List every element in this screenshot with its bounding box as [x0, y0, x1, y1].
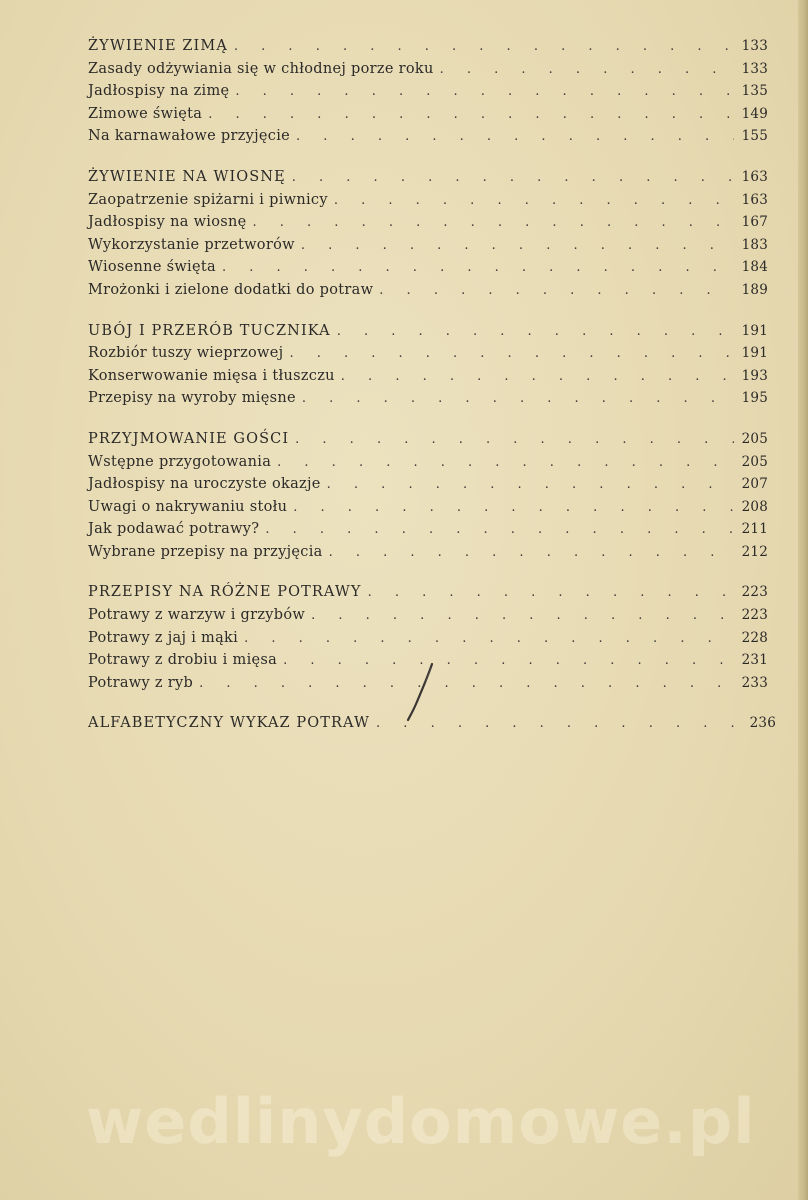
toc-entry-title: Rozbiór tuszy wieprzowej: [88, 345, 284, 362]
toc-page-number: 163: [741, 168, 768, 185]
dot-leader: [368, 585, 734, 600]
dot-leader: [208, 107, 734, 122]
toc-page-number: 212: [741, 543, 768, 560]
toc-entry: [88, 630, 768, 653]
watermark-text: wedlinydomowe.pl: [86, 1085, 756, 1158]
toc-page-number: 211: [741, 521, 768, 538]
toc-entry-title: Jadłospisy na uroczyste okazje: [88, 476, 321, 493]
toc-entry: [88, 607, 768, 630]
toc-section-guests: [88, 431, 768, 567]
toc-page-number: 191: [741, 345, 768, 362]
dot-leader: [341, 369, 734, 384]
page-edge-shadow: [798, 0, 808, 1200]
dot-leader: [327, 477, 734, 492]
dot-leader: [199, 676, 734, 691]
toc-page-number: 208: [741, 498, 768, 515]
toc-page-number: 228: [741, 629, 768, 646]
toc-entry-title: Mrożonki i zielone dodatki do potraw: [88, 281, 374, 298]
dot-leader: [293, 500, 734, 515]
dot-leader: [379, 283, 734, 298]
toc-entry-title: Zimowe święta: [88, 105, 203, 122]
table-of-contents: [88, 38, 776, 738]
toc-page-number: 223: [741, 584, 768, 601]
dot-leader: [292, 170, 734, 185]
dot-leader: [295, 432, 734, 447]
toc-page-number: 193: [741, 367, 768, 384]
toc-entry: [88, 106, 768, 129]
toc-page-number: 205: [741, 453, 768, 470]
toc-entry: [88, 454, 768, 477]
toc-entry-title: Przepisy na wyroby mięsne: [88, 390, 296, 407]
toc-page-number: 233: [741, 674, 768, 691]
toc-page-number: 133: [741, 60, 768, 77]
toc-page-number: 163: [741, 191, 768, 208]
toc-heading-title: PRZYJMOWANIE GOŚCI: [88, 430, 290, 447]
toc-entry-title: Potrawy z warzyw i grzybów: [88, 607, 306, 624]
dot-leader: [337, 324, 734, 339]
dot-leader: [329, 545, 734, 560]
dot-leader: [235, 84, 734, 99]
toc-heading: [88, 323, 768, 346]
toc-page-number: 155: [741, 128, 768, 145]
dot-leader: [301, 238, 734, 253]
toc-entry: [88, 390, 768, 413]
dot-leader: [289, 346, 734, 361]
toc-heading-title: ŻYWIENIE ZIMĄ: [88, 38, 228, 54]
toc-section-pork: [88, 323, 768, 413]
toc-heading: [88, 169, 768, 192]
toc-entry: [88, 83, 768, 106]
dot-leader: [277, 455, 734, 470]
toc-entry-title: Wstępne przygotowania: [88, 453, 272, 470]
toc-entry: [88, 237, 768, 260]
toc-page-number: 236: [749, 715, 776, 732]
dot-leader: [222, 260, 734, 275]
dot-leader: [440, 62, 734, 77]
toc-page-number: 189: [741, 281, 768, 298]
toc-page-number: 205: [741, 430, 768, 447]
toc-entry: [88, 499, 768, 522]
dot-leader: [253, 215, 734, 230]
toc-heading: [88, 584, 768, 607]
dot-leader: [334, 193, 734, 208]
toc-heading-title: ŻYWIENIE NA WIOSNĘ: [88, 168, 286, 185]
toc-entry: [88, 368, 768, 391]
dot-leader: [296, 129, 734, 144]
toc-page-number: 135: [741, 83, 768, 100]
toc-entry: [88, 128, 768, 151]
toc-entry-title: Konserwowanie mięsa i tłuszczu: [88, 367, 335, 384]
dot-leader: [265, 522, 734, 537]
toc-entry: [88, 61, 768, 84]
toc-page-number: 183: [741, 236, 768, 253]
toc-entry-title: Jadłospisy na wiosnę: [88, 214, 247, 231]
toc-page-number: 133: [741, 38, 768, 54]
dot-leader: [283, 653, 734, 668]
toc-page-number: 191: [741, 322, 768, 339]
toc-page-number: 207: [741, 476, 768, 493]
toc-entry: [88, 345, 768, 368]
toc-entry-title: Potrawy z ryb: [88, 674, 194, 691]
dot-leader: [234, 39, 734, 54]
pencil-mark: [402, 658, 442, 728]
toc-page-number: 195: [741, 390, 768, 407]
toc-page-number: 231: [741, 652, 768, 669]
toc-entry: [88, 259, 768, 282]
toc-entry-title: Na karnawałowe przyjęcie: [88, 128, 291, 145]
toc-entry-title: Zaopatrzenie spiżarni i piwnicy: [88, 191, 328, 208]
toc-heading: [88, 38, 768, 61]
toc-entry-title: Wybrane przepisy na przyjęcia: [88, 543, 323, 560]
toc-heading-title: ALFABETYCZNY WYKAZ POTRAW: [88, 715, 371, 732]
toc-entry: [88, 521, 768, 544]
toc-section-winter: [88, 38, 768, 151]
toc-page-number: 149: [741, 105, 768, 122]
toc-entry: [88, 192, 768, 215]
toc-heading-title: UBÓJ I PRZERÓB TUCZNIKA: [88, 322, 331, 339]
toc-entry-title: Potrawy z jaj i mąki: [88, 629, 239, 646]
toc-heading-title: PRZEPISY NA RÓŻNE POTRAWY: [88, 584, 362, 601]
toc-entry: [88, 476, 768, 499]
toc-entry: [88, 544, 768, 567]
toc-entry: [88, 214, 768, 237]
toc-page-number: 184: [741, 259, 768, 276]
toc-entry-title: Potrawy z drobiu i mięsa: [88, 652, 278, 669]
toc-entry-title: Uwagi o nakrywaniu stołu: [88, 498, 288, 515]
toc-page-number: 223: [741, 607, 768, 624]
toc-entry-title: Jak podawać potrawy?: [88, 521, 260, 538]
toc-entry-title: Wiosenne święta: [88, 259, 216, 276]
toc-entry: [88, 282, 768, 305]
dot-leader: [311, 608, 734, 623]
toc-page-number: 167: [741, 214, 768, 231]
toc-heading: [88, 431, 768, 454]
dot-leader: [244, 631, 734, 646]
dot-leader: [302, 391, 734, 406]
toc-entry-title: Wykorzystanie przetworów: [88, 236, 295, 253]
toc-section-spring: [88, 169, 768, 305]
toc-entry-title: Jadłospisy na zimę: [88, 83, 230, 100]
toc-entry-title: Zasady odżywiania się w chłodnej porze roku: [88, 60, 434, 77]
